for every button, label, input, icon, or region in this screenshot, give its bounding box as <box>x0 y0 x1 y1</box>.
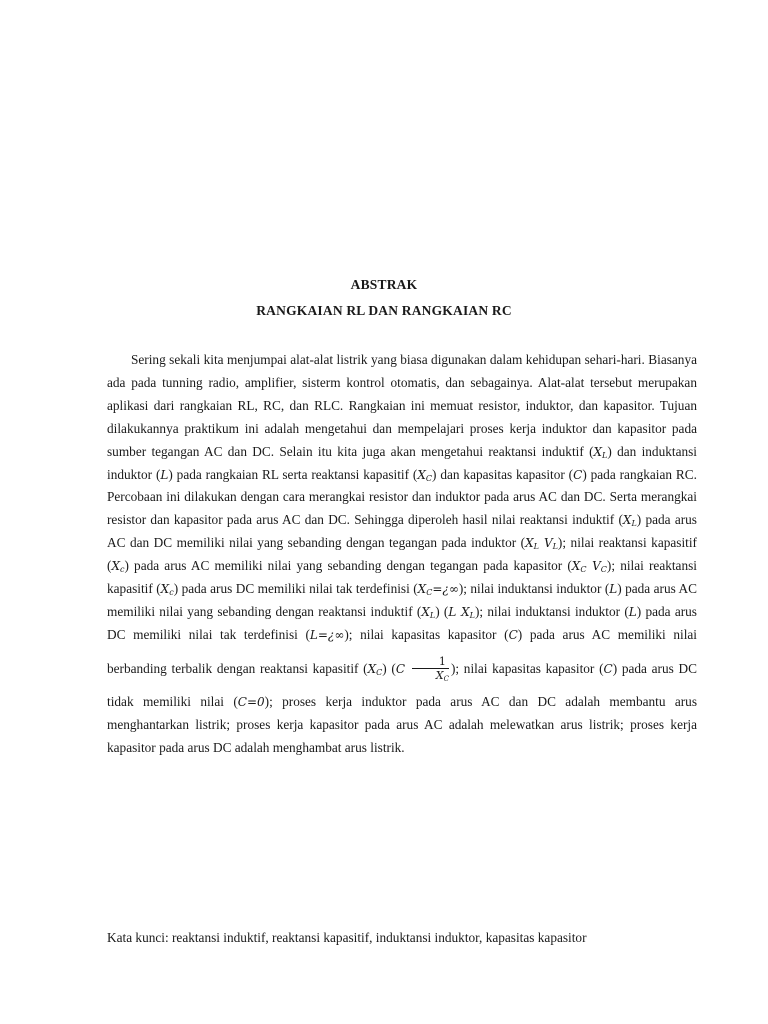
math-symbol: $X_C$ <box>417 467 433 483</box>
abstract-text: ); nilai kapasitas kapasitor ( <box>344 626 509 642</box>
math-symbol: $X_c$ <box>160 582 174 598</box>
math-symbol: L <box>160 467 169 482</box>
math-symbol: L <box>609 582 618 597</box>
math-symbol: $X_C$ $V_C$ <box>571 559 607 575</box>
abstract-text: ) dan induktansi induktor ( <box>107 443 697 482</box>
abstract-text: ) pada rangkaian RL serta reaktansi kapasitif ( <box>168 466 418 482</box>
abstract-text: ) pada rangkaian RC. Percobaan ini dilakukan dengan cara merangkai resistor dan induktor pada arus AC dan DC. Serta merangkai resistor dan kapasitor pada arus AC dan DC. Sehingga diperoleh hasil nilai reaktansi induktif ( <box>107 466 697 528</box>
abstract-text: ) dan kapasitas kapasitor ( <box>432 466 574 482</box>
math-symbol: $X_L$ <box>622 513 637 529</box>
math-symbol: $X_L$ $V_L$ <box>525 536 558 552</box>
math-symbol: L <box>628 604 637 619</box>
abstract-text: ); nilai induktansi induktor ( <box>458 581 610 597</box>
abstract-text: ) pada arus AC memiliki nilai yang sebanding dengan tegangan pada kapasitor ( <box>124 558 572 574</box>
math-symbol: $X_C=¿\infty$ <box>417 582 459 598</box>
math-symbol: C <box>603 661 613 676</box>
math-symbol: C <box>508 627 518 642</box>
abstract-text: ); proses kerja induktor pada arus AC dan DC adalah membantu arus menghantarkan listrik; proses kerja kapasitor pada arus AC adalah melewatkan arus listrik; proses kerja kapasitor pada arus DC adalah menghambat arus listrik. <box>107 693 698 755</box>
abstract-text: ); nilai reaktansi kapasitif ( <box>107 535 697 574</box>
fraction <box>412 656 449 683</box>
math-symbol: L $X_L$ <box>448 604 475 620</box>
abstract-text: ); nilai induktansi induktor ( <box>474 603 629 619</box>
math-symbol: $X_C$ <box>367 661 383 677</box>
abstract-text: ); nilai reaktansi kapasitif ( <box>107 558 697 597</box>
abstract-text: Sering sekali kita menjumpai alat-alat listrik yang biasa digunakan dalam kehidupan sehari-hari. Biasanya ada pada tunning radio, amplifier, sisterm kontrol otomatis, dan sebagainya. Alat-alat tersebut merupakan aplikasi dari rangkaian RL, RC, dan RLC. Rangkaian ini memuat resistor, induktor, dan kapasitor. Tujuan dilakukannya praktikum ini adalah mengetahui dan mempelajari proses kerja induktor dan kapasitor pada sumber tegangan AC dan DC. Selain itu kita juga akan mengetahui reaktansi induktif ( <box>107 352 697 459</box>
abstract-text: ) pada arus DC memiliki nilai tak terdefinisi ( <box>173 581 418 597</box>
math-symbol: L=¿∞ <box>309 627 345 642</box>
keywords-line: Kata kunci: reaktansi induktif, reaktansi kapasitif, induktansi induktor, kapasitas kapasitor <box>107 930 587 945</box>
math-symbol: C=0 <box>237 694 265 709</box>
math-symbol: $X_c$ <box>111 559 125 575</box>
abstract-title: ABSTRAK <box>350 277 418 292</box>
fraction-numerator: 1 <box>412 656 449 669</box>
abstract-text: ) pada arus DC memiliki nilai tak terdefinisi ( <box>107 603 697 642</box>
abstract-text: ); nilai kapasitas kapasitor ( <box>450 660 604 676</box>
fraction-denominator: $X_C$ <box>435 669 449 684</box>
abstract-text: ) pada arus AC memiliki nilai berbanding terbalik dengan reaktansi kapasitif ( <box>107 626 697 676</box>
math-symbol: $X_L$ <box>593 444 608 460</box>
abstract-text: ) ( <box>382 660 396 676</box>
math-symbol: C <box>573 467 583 482</box>
abstract-text: ) pada arus DC tidak memiliki nilai ( <box>107 660 697 709</box>
abstract-paragraph <box>107 349 697 760</box>
abstract-text: ) pada arus AC memiliki nilai yang sebanding dengan reaktansi induktif ( <box>107 581 697 619</box>
math-symbol: C <box>395 661 406 676</box>
math-symbol: $X_L$ <box>421 604 436 620</box>
document-subtitle: RANGKAIAN RL DAN RANGKAIAN RC <box>256 303 512 318</box>
abstract-text: ) pada arus AC dan DC memiliki nilai yang sebanding dengan tegangan pada induktor ( <box>107 512 697 551</box>
abstract-text: ) ( <box>435 603 449 619</box>
